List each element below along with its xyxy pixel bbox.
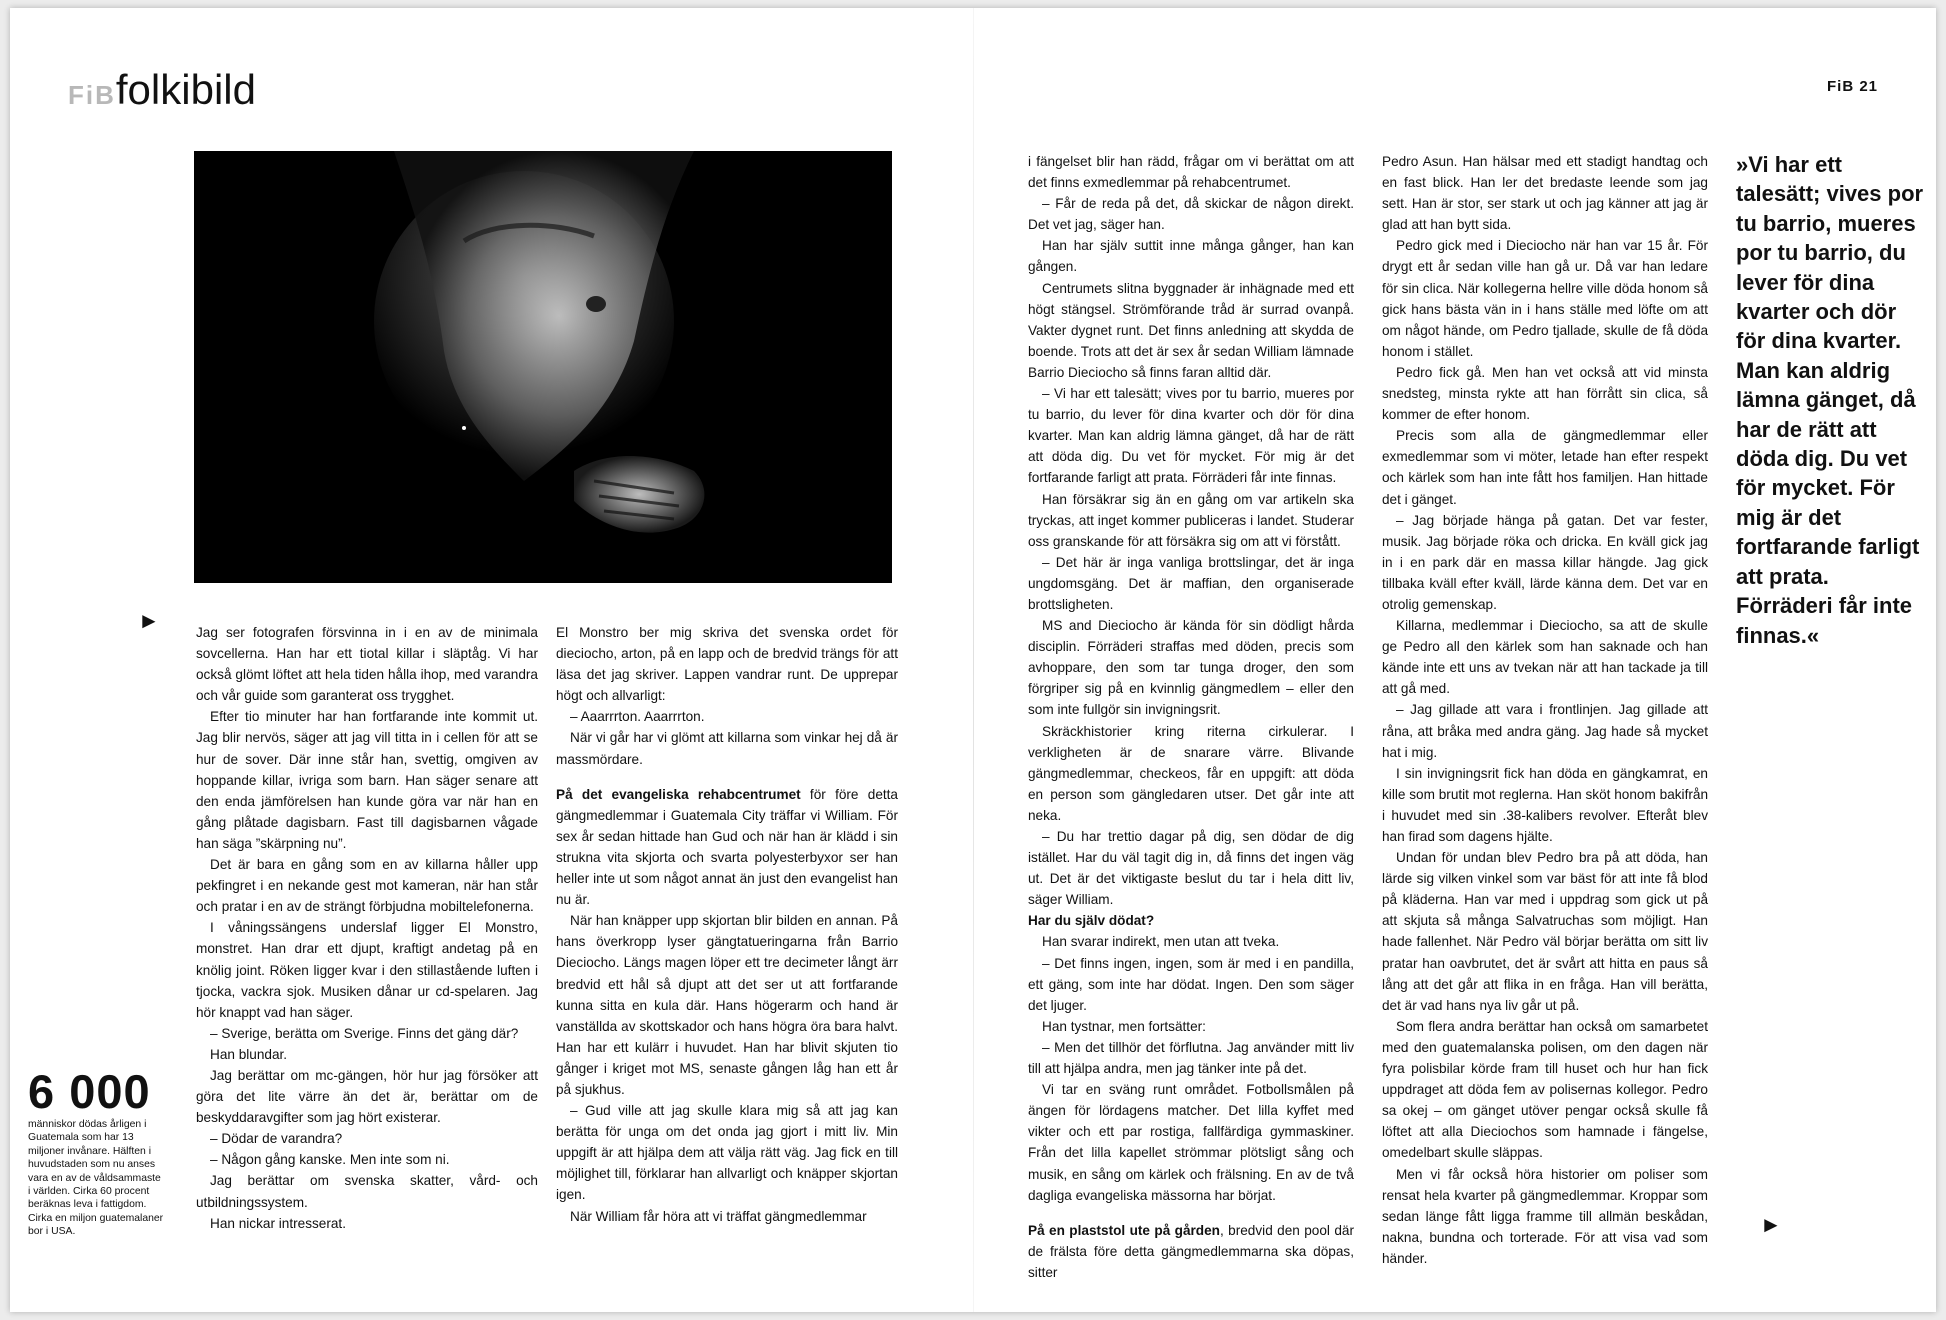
- paragraph-text: – Sverige, berätta om Sverige. Finns det gäng där?: [210, 1025, 519, 1041]
- paragraph: [1028, 193, 1354, 235]
- paragraph-text: I våningssängens underslaf ligger El Monstro, monstret. Han drar ett djupt, kraftigt andetag på en knölig joint. Röken ligger kvar i den stillastående luften i tjocka, vackra sjok. Musiken dånar ur cd-spelaren. Jag hör knappt vad han säger.: [196, 920, 538, 1020]
- paragraph: [1028, 826, 1354, 910]
- paragraph-text: Det är bara en gång som en av killarna håller upp pekfingret i en nekande gest mot kameran, när han står och pratar i en av de strängt förbjudna mobiltelefonerna.: [196, 857, 538, 915]
- stat-text: människor dödas årligen i Guatemala som har 13 miljoner invånare. Hälften i huvudstaden som nu anses vara en av de våldsammaste i världen. Cirka 60 procent beräknas leva i fattigdom. Cirka en miljon guatemalaner bor i USA.: [28, 1119, 164, 1238]
- paragraph: [1028, 931, 1354, 952]
- article-photo: [194, 151, 892, 583]
- paragraph: [1028, 1016, 1354, 1037]
- paragraph: [1028, 151, 1354, 193]
- magazine-spread: [10, 8, 1936, 1312]
- paragraph-text: , bredvid den pool där de frälsta före detta gängmedlemmarna ska döpas, sitter: [1028, 1222, 1354, 1280]
- paragraph: [1382, 425, 1708, 509]
- paragraph: [1382, 362, 1708, 425]
- paragraph: [1382, 1016, 1708, 1164]
- paragraph-text: – Vi har ett talesätt; vives por tu barrio, mueres por tu barrio, du lever för dina kvarter och dör för dina kvarter. Man kan aldrig lämna gänget, då har de rätt att döda dig. Du vet för mycket. För mig är det fortfarande farligt att prata. Förräderi får inte finnas.: [1028, 386, 1354, 486]
- paragraph: [1028, 910, 1354, 931]
- paragraph-text: – Aaarrrton. Aaarrrton.: [570, 709, 705, 725]
- stat-box: [28, 1065, 166, 1239]
- paragraph-text: Pedro Asun. Han hälsar med ett stadigt handtag och en fast blick. Han ler det bredaste leende som jag sett. Han är stor, ser stark ut och jag känner att jag är glad att han bytt sida.: [1382, 154, 1708, 233]
- paragraph-text: Skräckhistorier kring riterna cirkulerar. I verkligheten är de snarare värre. Blivande gängmedlemmar, checkeos, får en uppgift: att döda en person som gängledaren utser. Det går inte att neka.: [1028, 723, 1354, 823]
- paragraph: [1028, 1079, 1354, 1206]
- paragraph: [556, 622, 898, 706]
- paragraph: [556, 1100, 898, 1205]
- paragraph: [196, 854, 538, 917]
- brand-small: FiB: [68, 80, 116, 110]
- paragraph: [1382, 615, 1708, 699]
- paragraph: [196, 706, 538, 854]
- paragraph: [556, 784, 898, 911]
- paragraph-text: – Du har trettio dagar på dig, sen dödar de dig istället. Har du väl tagit dig in, då finns det ingen väg ut. Det är det viktigaste beslut du tar i hela ditt liv, säger William.: [1028, 829, 1354, 908]
- paragraph-text: Han tystnar, men fortsätter:: [1042, 1018, 1206, 1034]
- paragraph-text: – Men det tillhör det förflutna. Jag använder mitt liv till att hjälpa andra, men jag tänker inte på det.: [1028, 1039, 1354, 1077]
- paragraph: [196, 917, 538, 1022]
- paragraph-text: Han försäkrar sig än en gång om var artikeln ska tryckas, att inget kommer publiceras i landet. Studerar oss granskande för att försäkra sig om att vi förstått.: [1028, 491, 1354, 549]
- paragraph-text: – Det här är inga vanliga brottslingar, det är inga ungdomsgäng. Det är maffian, den organiserade brottsligheten.: [1028, 554, 1354, 612]
- paragraph: [1382, 847, 1708, 1016]
- continue-arrow-icon: ►: [1760, 1212, 1782, 1237]
- paragraph-text: MS and Dieciocho är kända för sin dödligt hårda disciplin. Förräderi straffas med döden, precis som avhoppare, den som tar tunga droger, den som förgriper sig på en kvinnlig gängmedlem – eller den som inte fullgör sin invigningsrit.: [1028, 618, 1354, 718]
- paragraph-text: Killarna, medlemmar i Dieciocho, sa att de skulle ge Pedro all den kärlek som han saknade och han kände inte ett uns av tvekan när att han tackade ja till att gå med.: [1382, 618, 1708, 697]
- paragraph: [196, 1128, 538, 1149]
- paragraph: [196, 622, 538, 706]
- paragraph: [196, 1149, 538, 1170]
- paragraph: [1382, 151, 1708, 235]
- paragraph-text: – Jag gillade att vara i frontlinjen. Jag gillade att råna, att bråka med andra gäng. Jag hade så mycket hat i mig.: [1382, 702, 1708, 760]
- article-column-3: [1028, 151, 1354, 1283]
- masthead: [68, 66, 256, 114]
- paragraph-text: – Det finns ingen, ingen, som är med i en pandilla, ett gäng, som inte har dödat. Ingen. Den som säger det ljuger.: [1028, 955, 1354, 1013]
- paragraph-text: Undan för undan blev Pedro bra på att döda, han lärde sig vilken vinkel som var bäst för att inte få blod på kläderna. Han var med i uppdrag som gick ut på att skjuta så många Salvatruchas som möjligt. Han hade fallenhet. När Pedro väl börjar berätta om sitt liv pratar han oavbrutet, det är svårt att hitta en paus så lång att det går att flika in en fråga. Han vill berätta, det är vad hans nya liv går ut på.: [1382, 850, 1708, 1013]
- article-start-arrow-icon: ►: [138, 608, 160, 633]
- paragraph-text: Jag berättar om mc-gängen, hör hur jag försöker att göra det lite värre än det är, berättar om de beskyddaravgifter som jag hört existerar.: [196, 1067, 538, 1126]
- paragraph-text: Pedro fick gå. Men han vet också att vid minsta snedsteg, minsta rykte att han förrått sin clica, så kommer de efter honom.: [1382, 364, 1708, 423]
- paragraph-text: Centrumets slitna byggnader är inhägnade med ett högt stängsel. Strömförande tråd är surrad ovanpå. Vakter dygnet runt. Det finns anledning att skydda de boende. Trots att det är sex år sedan William lämnade Barrio Dieciocho så finns faran alltid där.: [1028, 280, 1354, 380]
- paragraph: [1382, 510, 1708, 615]
- paragraph-text: När han knäpper upp skjortan blir bilden en annan. På hans överkropp lyser gängtatueringarna från Barrio Dieciocho. Längs magen löper ett tre decimeter långt ärr bredvid ett hål så djupt att det ser ut att fortfarande kunna sitta en kula där. Hans högerarm och hand är vanställda av skottskador och hans högra öra bara halvt. Han har ett kulärr i huvudet. Han har blivit skjuten tio gånger i kriget mot MS, senaste gången låg han ett år på sjukhus.: [556, 913, 898, 1097]
- article-column-4: [1382, 151, 1708, 1269]
- paragraph-text: – Någon gång kanske. Men inte som ni.: [210, 1152, 450, 1168]
- paragraph-text: Efter tio minuter har han fortfarande inte kommit ut. Jag blir nervös, säger att jag vill titta in i cellen för att se hur de sover. Där inne står han, svettig, omgiven av hoppande killar, ivriga som barn. Han säger senare att den enda jämförelsen han kunde göra var när han en gång plåtade dagisbarn. Fast till dagisbarnen vågade han säga ”skärpning nu”.: [196, 709, 538, 851]
- paragraph-text: – Jag började hänga på gatan. Det var fester, musik. Jag började röka och dricka. En kväll gick jag in i en park där en massa killar hängde. Jag gick tillbaka kväll efter kväll, lärde känna dem. Det var en otrolig gemenskap.: [1382, 512, 1708, 612]
- page-number: FiB 21: [1826, 78, 1878, 95]
- photo-torso-illustration: [194, 151, 892, 583]
- paragraph-text: Men vi får också höra historier om poliser som rensat hela kvarter på gängmedlemmar. Kroppar som sedan länge fått ligga framme till allmän beskådan, nakna, bundna och torterade. För att visa vad som händer.: [1382, 1166, 1708, 1266]
- paragraph: [1382, 699, 1708, 762]
- article-column-1: [196, 622, 538, 1234]
- paragraph-text: Precis som alla de gängmedlemmar eller exmedlemmar som vi möter, letade han efter respekt och kärlek som han inte fått hos familjen. Han hittade det i gänget.: [1382, 428, 1708, 507]
- paragraph-text: När vi går har vi glömt att killarna som vinkar hej då är massmördare.: [556, 730, 898, 767]
- paragraph-lead-in: Har du själv dödat?: [1028, 913, 1155, 929]
- paragraph: [556, 706, 898, 727]
- paragraph-text: Han nickar intresserat.: [210, 1215, 346, 1231]
- paragraph-text: El Monstro ber mig skriva det svenska ordet för dieciocho, arton, på en lapp och de bredvid trängs för att läsa det jag skriver. Lappen vandrar runt. De upprepar högt och allvarligt:: [556, 625, 898, 704]
- spine-gutter: [973, 8, 974, 1312]
- paragraph: [196, 1023, 538, 1044]
- paragraph-text: för före detta gängmedlemmar i Guatemala City träffar vi William. För sex år sedan hittade han Gud och när han är klädd i sin strukna vita skjorta och svarta polyesterbyxor ser han heller inte ut som något annat än just den evangelist han nu är.: [556, 786, 898, 908]
- paragraph: [1028, 1037, 1354, 1079]
- paragraph-text: I sin invigningsrit fick han döda en gängkamrat, en kille som brutit mot reglerna. Han sköt honom bakifrån i huvudet med sin .38-kalibers revolver. Efteråt blev han firad som dagens hjälte.: [1382, 765, 1708, 844]
- paragraph-lead-in: På det evangeliska rehabcentrumet: [556, 786, 801, 802]
- paragraph-text: Jag berättar om svenska skatter, vård- och utbildningssystem.: [196, 1173, 538, 1210]
- paragraph-text: – Dödar de varandra?: [210, 1131, 343, 1147]
- paragraph-text: Han blundar.: [210, 1046, 288, 1062]
- paragraph: [1028, 615, 1354, 720]
- paragraph: [196, 1044, 538, 1065]
- paragraph: [556, 910, 898, 1100]
- paragraph-text: Som flera andra berättar han också om samarbetet med den guatemalanska polisen, om den dagen när fyra polisbilar körde fram till huset och hur han fick uppdraget att döda fem av polisernas kollegor. Pedro sa okej – om gänget utöver pengar också skulle få löftet att alla Dieciochos som hamnade i fängelse, omedelbart skulle släppas.: [1382, 1018, 1708, 1161]
- stat-number: 6 000: [28, 1065, 151, 1118]
- paragraph: [1028, 1220, 1354, 1283]
- paragraph: [1028, 552, 1354, 615]
- paragraph: [1028, 383, 1354, 488]
- paragraph: [196, 1065, 538, 1128]
- paragraph-text: – Gud ville att jag skulle klara mig så att jag kan berätta för unga om det onda jag gjort i mitt liv. Min uppgift är att hjälpa dem att välja rätt väg. Jag fick en till möjlighet till, förklarar han allvarligt och knäpper skjortan igen.: [556, 1103, 898, 1203]
- paragraph: [1382, 763, 1708, 847]
- paragraph: [1028, 278, 1354, 383]
- paragraph: [1028, 953, 1354, 1016]
- paragraph-text: Han svarar indirekt, men utan att tveka.: [1042, 934, 1280, 950]
- paragraph: [556, 1206, 898, 1227]
- paragraph: [1382, 235, 1708, 362]
- brand-word: folkibild: [115, 66, 256, 113]
- paragraph: [1028, 235, 1354, 277]
- paragraph-lead-in: På en plaststol ute på gården: [1028, 1222, 1220, 1238]
- paragraph-text: När William får höra att vi träffat gängmedlemmar: [570, 1208, 867, 1224]
- paragraph: [1382, 1164, 1708, 1269]
- paragraph-text: Jag ser fotografen försvinna in i en av de minimala sovcellerna. Han har ett tiotal killar i släptåg. Vi har också glömt löftet att hela tiden hålla ihop, med varandra och vår guide som garanterat oss trygghet.: [196, 625, 538, 704]
- paragraph-text: i fängelset blir han rädd, frågar om vi berättat om att det finns exmedlemmar på rehabcentrumet.: [1028, 154, 1354, 191]
- paragraph: [1028, 721, 1354, 826]
- paragraph: [556, 727, 898, 769]
- paragraph-text: Han har själv suttit inne många gånger, han kan gången.: [1028, 238, 1354, 275]
- paragraph-text: Pedro gick med i Dieciocho när han var 15 år. För drygt ett år sedan ville han gå ur. Då var han ledare för sin clica. När kollegerna hellre ville döda honom så gick hans bästa vän in i hans ställe med löfte om att om något hände, om Pedro tjallade, skulle de få döda honom i stället.: [1382, 238, 1708, 359]
- paragraph: [196, 1170, 538, 1212]
- paragraph: [1028, 489, 1354, 552]
- paragraph-text: Vi tar en sväng runt området. Fotbollsmålen på ängen för lördagens matcher. Det lilla kyffet med vikter och ett par rostiga, fallfärdiga gymmaskiner. Från det lilla kapellet strömmar plötsligt sång och musik, en sång om kärlek och frälsning. En av de två dagliga evangeliska mässorna har börjat.: [1028, 1082, 1354, 1203]
- paragraph: [196, 1213, 538, 1234]
- pull-quote: »Vi har ett talesätt; vives por tu barrio, mueres por tu barrio, du lever för dina kvarter och dör för dina kvarter. Man kan aldrig lämna gänget, då har de rätt att döda dig. Du vet för mycket. För mig är det fortfarande farligt att prata. Förräderi får inte finnas.«: [1736, 152, 1924, 648]
- article-column-2: [556, 622, 898, 1227]
- paragraph-text: – Får de reda på det, då skickar de någon direkt. Det vet jag, säger han.: [1028, 196, 1354, 233]
